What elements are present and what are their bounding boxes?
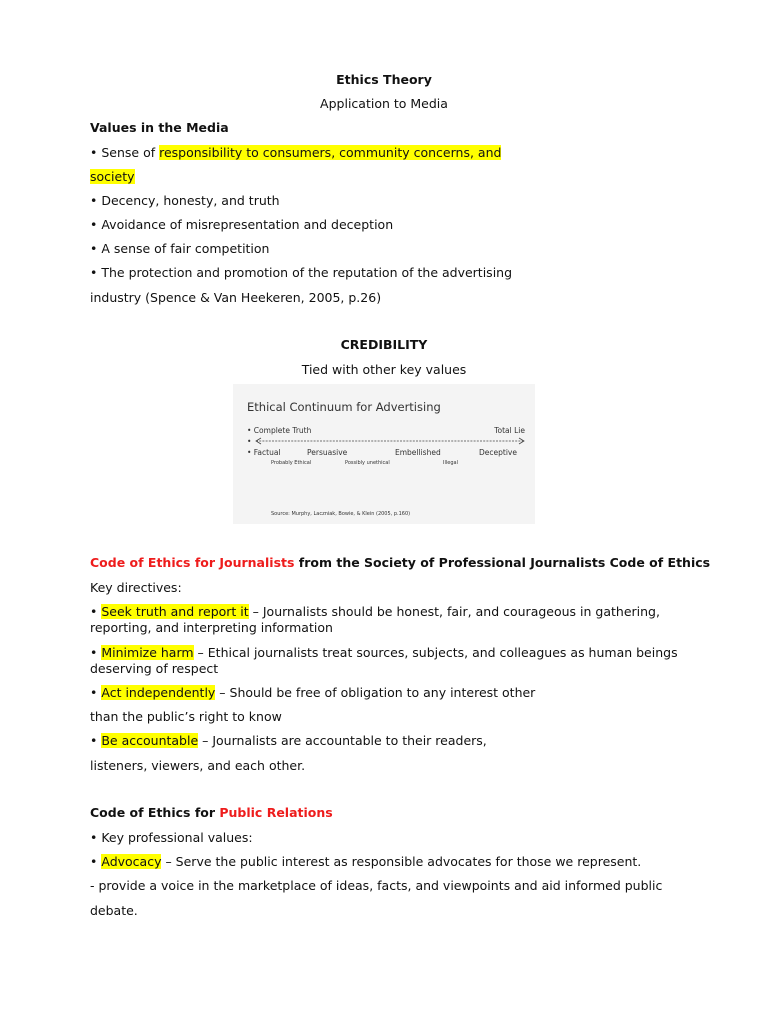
values-item-protection: • The protection and promotion of the reputation of the advertising — [90, 265, 513, 280]
journalists-heading — [90, 555, 710, 571]
figure-left-label: • Complete Truth — [247, 426, 312, 435]
pr-advocacy — [90, 854, 641, 870]
journalists-heading-red: Code of Ethics for Journalists — [90, 555, 295, 570]
figure-label-illegal: Illegal — [443, 460, 458, 466]
values-item-prefix: • Sense of — [90, 145, 160, 160]
directive-act-independently-cont: than the public’s right to know — [90, 709, 282, 724]
pr-dash-line: - provide a voice in the marketplace of ideas, facts, and viewpoints and aid informed public — [90, 878, 663, 893]
directive-minimize-harm — [90, 645, 678, 661]
directive-bullet: • — [90, 685, 102, 700]
directive-be-accountable — [90, 733, 487, 749]
pr-advocacy-text: – Serve the public interest as responsible advocates for those we represent. — [161, 854, 642, 869]
journalists-intro: Key directives: — [90, 580, 182, 595]
directive-be-accountable-cont: listeners, viewers, and each other. — [90, 758, 306, 773]
directive-bullet: • — [90, 604, 102, 619]
figure-point-factual: • Factual — [247, 448, 281, 457]
values-item-avoidance: • Avoidance of misrepresentation and deception — [90, 217, 394, 232]
figure-title: Ethical Continuum for Advertising — [247, 400, 441, 414]
directive-text: – Ethical journalists treat sources, subjects, and colleagues as human beings — [193, 645, 678, 660]
directive-bullet: • — [90, 733, 102, 748]
directive-text: – Journalists are accountable to their readers, — [198, 733, 487, 748]
credibility-subheading: Tied with other key values — [301, 362, 467, 377]
pr-dash-line-cont: debate. — [90, 903, 138, 918]
values-item-responsibility-cont — [90, 169, 135, 185]
credibility-heading: CREDIBILITY — [340, 337, 428, 352]
document-title: Ethics Theory — [336, 72, 432, 87]
figure-point-deceptive: Deceptive — [479, 448, 517, 457]
directive-text: – Journalists should be honest, fair, and courageous in gathering, — [248, 604, 660, 619]
document-subtitle: Application to Media — [320, 96, 448, 111]
journalists-heading-rest: from the Society of Professional Journalists Code of Ethics — [294, 555, 711, 570]
highlighted-text: Minimize harm — [101, 645, 194, 660]
highlighted-text: Be accountable — [101, 733, 199, 748]
pr-heading — [90, 805, 333, 821]
values-item-protection-cont: industry (Spence & Van Heekeren, 2005, p.26) — [90, 290, 382, 305]
ethical-continuum-figure — [233, 384, 535, 524]
figure-source: Source: Murphy, Laczniak, Bowie, & Klein (2005, p.160) — [271, 511, 411, 517]
pr-heading-prefix: Code of Ethics for — [90, 805, 220, 820]
directive-seek-truth — [90, 604, 660, 620]
figure-label-possibly-unethical: Possibly unethical — [345, 460, 390, 466]
values-item-competition: • A sense of fair competition — [90, 241, 270, 256]
ethical-continuum-svg — [233, 384, 535, 524]
directive-act-independently — [90, 685, 535, 701]
pr-advocacy-bullet: • — [90, 854, 102, 869]
pr-heading-red: Public Relations — [219, 805, 333, 820]
figure-label-probably-ethical: Probably Ethical — [271, 460, 312, 466]
highlighted-text: responsibility to consumers, community concerns, and — [159, 145, 502, 160]
pr-intro: • Key professional values: — [90, 830, 253, 845]
values-heading: Values in the Media — [90, 120, 229, 135]
values-item-responsibility — [90, 145, 501, 161]
figure-arrow-bullet: • — [247, 437, 252, 446]
figure-point-persuasive: Persuasive — [307, 448, 348, 457]
figure-right-label: Total Lie — [494, 426, 525, 435]
figure-point-embellished: Embellished — [395, 448, 441, 457]
highlighted-text: Seek truth and report it — [101, 604, 249, 619]
directive-seek-truth-cont: reporting, and interpreting information — [90, 620, 333, 635]
highlighted-text: Act independently — [101, 685, 216, 700]
directive-bullet: • — [90, 645, 102, 660]
directive-text: – Should be free of obligation to any interest other — [215, 685, 536, 700]
highlighted-text: society — [90, 169, 135, 184]
highlighted-text: Advocacy — [101, 854, 162, 869]
values-item-decency: • Decency, honesty, and truth — [90, 193, 280, 208]
directive-minimize-harm-cont: deserving of respect — [90, 661, 219, 676]
